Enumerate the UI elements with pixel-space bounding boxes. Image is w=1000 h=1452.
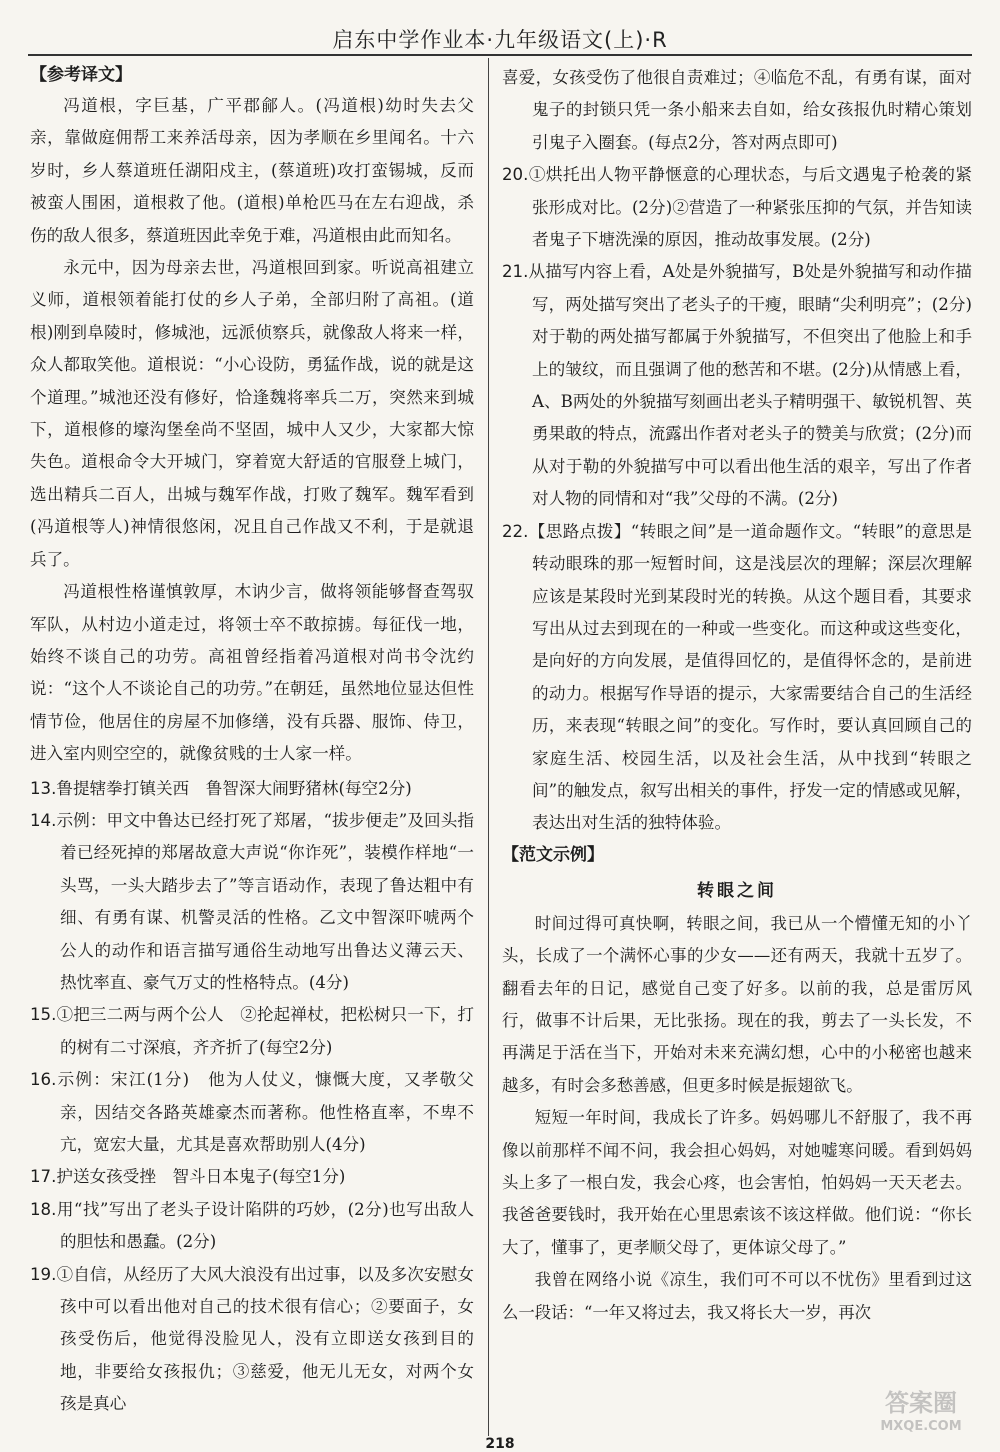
answer-text: 鲁提辖拳打镇关西 鲁智深大闹野猪林(每空2分)	[56, 778, 412, 798]
answer-number: 13.	[30, 778, 57, 798]
answer-number: 20.	[502, 165, 529, 185]
answer-item	[502, 62, 972, 159]
answer-number: 15.	[30, 1005, 57, 1025]
answer-text: 喜爱，女孩受伤了他很自责难过；④临危不乱，有勇有谋，面对鬼子的封锁只凭一条小船来去自如，给女孩报仇时精心策划引鬼子入圈套。(每点2分，答对两点即可)	[502, 68, 972, 152]
answer-number: 18.	[30, 1199, 57, 1219]
answer-text: ①把三二两与两个公人 ②抡起禅杖，把松树只一下，打的树有二寸深痕，齐齐折了(每空2分)	[56, 1005, 474, 1057]
watermark-text: 答案圈	[885, 1389, 957, 1417]
translation-heading: 【参考译文】	[30, 65, 132, 85]
answer-text: 示例：宋江(1分) 他为人仗义，慷慨大度，又孝敬父亲，因结交各路英雄豪杰而著称。他性格直率，不卑不亢，宽宏大量，尤其是喜欢帮助别人(4分)	[56, 1070, 474, 1154]
translation-paragraph: 冯道根，字巨基，广平郡鄃人。(冯道根)幼时失去父亲，靠做庭佣帮工来养活母亲，因为孝顺在乡里闻名。十六岁时，乡人蔡道班任湖阳戍主，(蔡道班)攻打蛮锡城，反而被蛮人围困，道根救了他。(道根)单枪匹马在左右迎战，杀伤的敌人很多，蔡道班因此幸免于难，冯道根由此而知名。	[30, 96, 474, 245]
answer-text: 示例：甲文中鲁达已经打死了郑屠，“拔步便走”及回头指着已经死掉的郑屠故意大声说“你诈死”，装模作样地“一头骂，一头大踏步去了”等言语动作，表现了鲁达粗中有细、有勇有谋、机警灵活的性格。乙文中智深吓唬两个公人的动作和语言描写通俗生动地写出鲁达义薄云天、热忱率直、豪气万丈的性格特点。(4分)	[56, 810, 474, 992]
answer-item	[30, 999, 474, 1064]
answer-text: ①烘托出人物平静惬意的心理状态，与后文遇鬼子枪袭的紧张形成对比。(2分)②营造了一种紧张压抑的气氛，并告知读者鬼子下塘洗澡的原因，推动故事发展。(2分)	[528, 165, 972, 250]
answer-text: ①自信，从经历了大风大浪没有出过事，以及多次安慰女孩中可以看出他对自己的技术很有信心；②要面子，女孩受伤后，他觉得没脸见人，没有立即送女孩到目的地，非要给女孩报仇；③慈爱，他无儿无女，对两个女孩是真心	[56, 1264, 474, 1414]
answer-number: 17.	[30, 1167, 57, 1187]
answer-text: 用“找”写出了老头子设计陷阱的巧妙，(2分)也写出敌人的胆怯和愚蠢。(2分)	[56, 1199, 474, 1252]
essay-paragraph: 我曾在网络小说《凉生，我们可不可以不忧伤》里看到过这么一段话：“一年又将过去，我又将长大一岁，再次	[502, 1270, 972, 1322]
answer-list-right	[502, 62, 972, 840]
running-header: 启东中学作业本·九年级语文(上)·R	[332, 28, 668, 52]
left-column	[30, 60, 474, 1421]
answer-item	[30, 773, 474, 805]
essay-paragraph: 短短一年时间，我成长了许多。妈妈哪儿不舒服了，我不再像以前那样不闻不问，我会担心妈妈，对她嘘寒问暖。看到妈妈头上多了一根白发，我会心疼，也会害怕，怕妈妈一天天老去。我爸爸要钱时，我开始在心里思索该不该这样做。他们说：“你长大了，懂事了，更孝顺父母了，更体谅父母了。”	[502, 1108, 972, 1257]
answer-item	[502, 516, 972, 840]
answer-number: 21.	[502, 262, 529, 282]
answer-number: 19.	[30, 1264, 57, 1284]
column-divider	[488, 58, 489, 1436]
watermark-logo	[856, 1383, 986, 1435]
watermark-url: MXQE.COM	[880, 1419, 962, 1434]
answer-item	[30, 1161, 474, 1193]
answer-item	[30, 1064, 474, 1161]
answer-item	[30, 1194, 474, 1259]
translation-paragraph: 冯道根性格谨慎敦厚，木讷少言，做将领能够督查驾驭军队，从村边小道走过，将领士卒不敢掠掳。每征伐一地，始终不谈自己的功劳。高祖曾经指着冯道根对尚书令沈约说：“这个人不谈论自己的功劳。”在朝廷，虽然地位显达但性情节俭，他居住的房屋不加修缮，没有兵器、服饰、侍卫，进入室内则空空的，就像贫贱的士人家一样。	[30, 582, 474, 764]
right-column	[502, 60, 972, 1329]
page-number: 218	[485, 1436, 515, 1452]
answer-text: 【思路点拨】“转眼之间”是一道命题作文。“转眼”的意思是转动眼珠的那一短暂时间，这是浅层次的理解；深层次理解应该是某段时光到某段时光的转换。从这个题目看，其要求写出从过去到现在的一种或一些变化。而这种或这些变化，是向好的方向发展，是值得回忆的，是值得怀念的，是前进的动力。根据写作导语的提示，大家需要结合自己的生活经历，来表现“转眼之间”的变化。写作时，要认真回顾自己的家庭生活、校园生活，以及社会生活，从中找到“转眼之间”的触发点，叙写出相关的事件，抒发一定的情感或见解，表达出对生活的独特体验。	[528, 521, 972, 833]
answer-item	[502, 159, 972, 256]
essay-title: 转眼之间	[697, 880, 777, 901]
answer-number: 16.	[30, 1070, 57, 1090]
essay-paragraph: 时间过得可真快啊，转眼之间，我已从一个懵懂无知的小丫头，长成了一个满怀心事的少女——还有两天，我就十五岁了。翻看去年的日记，感觉自己变了好多。以前的我，总是雷厉风行，做事不计后果，无比张扬。现在的我，剪去了一头长发，不再满足于活在当下，开始对未来充满幻想，心中的小秘密也越来越多，有时会多愁善感，但更多时候是振翅欲飞。	[502, 913, 972, 1095]
answer-text: 从描写内容上看，A处是外貌描写，B处是外貌描写和动作描写，两处描写突出了老头子的干瘦，眼睛“尖利明亮”；(2分)对于勒的两处描写都属于外貌描写，不但突出了他脸上和手上的皱纹，而且强调了他的愁苦和不堪。(2分)从情感上看，A、B两处的外貌描写刻画出老头子精明强干、敏锐机智、英勇果敢的特点，流露出作者对老头子的赞美与欣赏；(2分)而从对于勒的外貌描写中可以看出他生活的艰辛，写出了作者对人物的同情和对“我”父母的不满。(2分)	[528, 262, 972, 509]
answer-number: 22.	[502, 521, 529, 541]
answer-item	[30, 805, 474, 999]
answer-list-left	[30, 773, 474, 1421]
translation-paragraph: 永元中，因为母亲去世，冯道根回到家。听说高祖建立义师，道根领着能打仗的乡人子弟，全部归附了高祖。(道根)刚到阜陵时，修城池，远派侦察兵，就像敌人将来一样，众人都取笑他。道根说：“小心设防，勇猛作战，说的就是这个道理。”城池还没有修好，恰逢魏将率兵二万，突然来到城下，道根修的壕沟堡垒尚不坚固，城中人又少，大家都大惊失色。道根命令大开城门，穿着宽大舒适的官服登上城门，选出精兵二百人，出城与魏军作战，打败了魏军。魏军看到(冯道根等人)神情很悠闲，况且自己作战又不利，于是就退兵了。	[30, 258, 474, 569]
answer-number: 14.	[30, 810, 57, 830]
sample-essay-heading: 【范文示例】	[502, 844, 604, 865]
header-rule	[28, 54, 972, 56]
answer-item	[502, 256, 972, 515]
answer-item	[30, 1259, 474, 1421]
answer-text: 护送女孩受挫 智斗日本鬼子(每空1分)	[56, 1167, 346, 1187]
